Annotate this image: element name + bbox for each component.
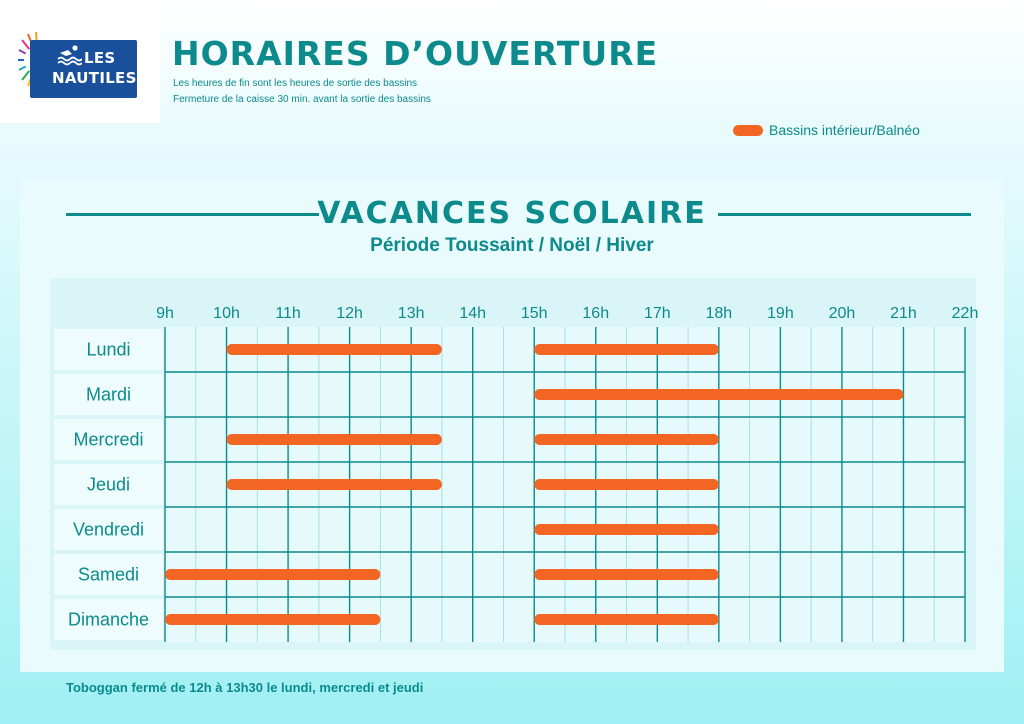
schedule-bar (165, 569, 380, 580)
day-label: Lundi (86, 339, 131, 360)
logo-line1: LES (84, 49, 116, 67)
schedule-bar (534, 614, 719, 625)
schedule-bar (534, 524, 719, 535)
day-label: Dimanche (67, 609, 150, 630)
x-tick-label: 20h (828, 305, 856, 322)
logo-line2: NAUTILES (52, 69, 137, 87)
subtitle-line1: Les heures de fin sont les heures de sortie des bassins (173, 78, 418, 89)
day-label: Vendredi (72, 519, 145, 540)
day-label: Mardi (85, 384, 132, 405)
x-tick-label: 9h (156, 305, 174, 322)
section-subtitle: Période Toussaint / Noël / Hiver (370, 235, 654, 256)
x-tick-label: 15h (520, 305, 548, 322)
footnote: Toboggan fermé de 12h à 13h30 le lundi, mercredi et jeudi (66, 680, 424, 695)
subtitle-line2: Fermeture de la caisse 30 min. avant la sortie des bassins (173, 94, 431, 105)
day-label: Mercredi (73, 429, 144, 450)
legend-label: Bassins intérieur/Balnéo (769, 122, 920, 138)
schedule-bar (534, 389, 903, 400)
day-label: Samedi (77, 564, 140, 585)
section-title: VACANCES SCOLAIRE (317, 196, 707, 231)
x-tick-label: 17h (643, 305, 671, 322)
x-tick-label: 13h (397, 305, 425, 322)
x-tick-label: 22h (951, 305, 979, 322)
schedule-bar (227, 479, 442, 490)
schedule-bar (534, 344, 719, 355)
x-tick-label: 12h (336, 305, 363, 322)
x-tick-label: 21h (890, 305, 917, 322)
schedule-bar (227, 434, 442, 445)
day-label: Jeudi (86, 474, 131, 495)
x-tick-label: 14h (459, 305, 487, 322)
schedule-bar (534, 434, 719, 445)
schedule-bar (227, 344, 442, 355)
page-title: HORAIRES D’OUVERTURE (172, 34, 659, 73)
x-tick-label: 16h (582, 305, 610, 322)
x-tick-label: 18h (705, 305, 733, 322)
x-tick-label: 11h (275, 305, 301, 322)
schedule-bar (165, 614, 380, 625)
schedule-bar (534, 569, 719, 580)
x-tick-label: 19h (767, 305, 794, 322)
x-tick-label: 10h (213, 305, 240, 322)
schedule-bar (534, 479, 719, 490)
